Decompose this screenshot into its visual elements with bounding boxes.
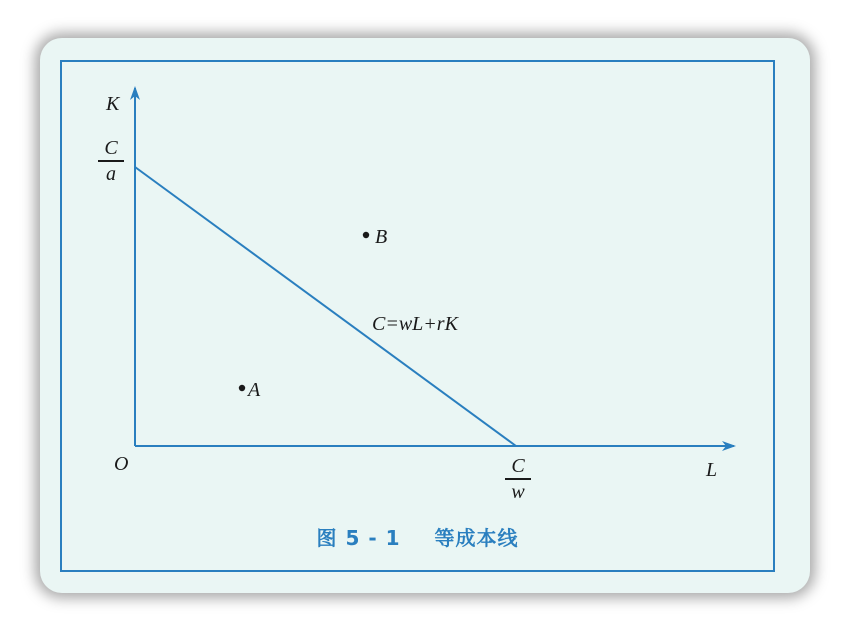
y-axis-label: K	[106, 93, 120, 115]
y-intercept-denominator: a	[106, 162, 116, 185]
point-b-label: B	[375, 226, 388, 248]
point-a-dot	[239, 385, 245, 391]
isocost-equation: C=wL+rK	[372, 313, 458, 335]
figure-title: 等成本线	[434, 526, 519, 550]
fraction-bar	[98, 160, 124, 162]
figure-caption	[60, 522, 775, 551]
x-intercept-label	[503, 455, 533, 503]
point-b-dot	[363, 232, 369, 238]
point-a-label: A	[248, 379, 261, 401]
figure-number: 图 5 - 1	[316, 526, 401, 550]
isocost-line	[135, 167, 516, 446]
origin-label: O	[114, 453, 129, 475]
x-axis-label: L	[706, 459, 718, 481]
fraction-bar	[505, 478, 531, 480]
x-intercept-denominator: w	[511, 480, 525, 503]
x-intercept-numerator: C	[511, 455, 525, 477]
y-intercept-numerator: C	[104, 137, 118, 159]
y-intercept-label	[96, 137, 126, 185]
